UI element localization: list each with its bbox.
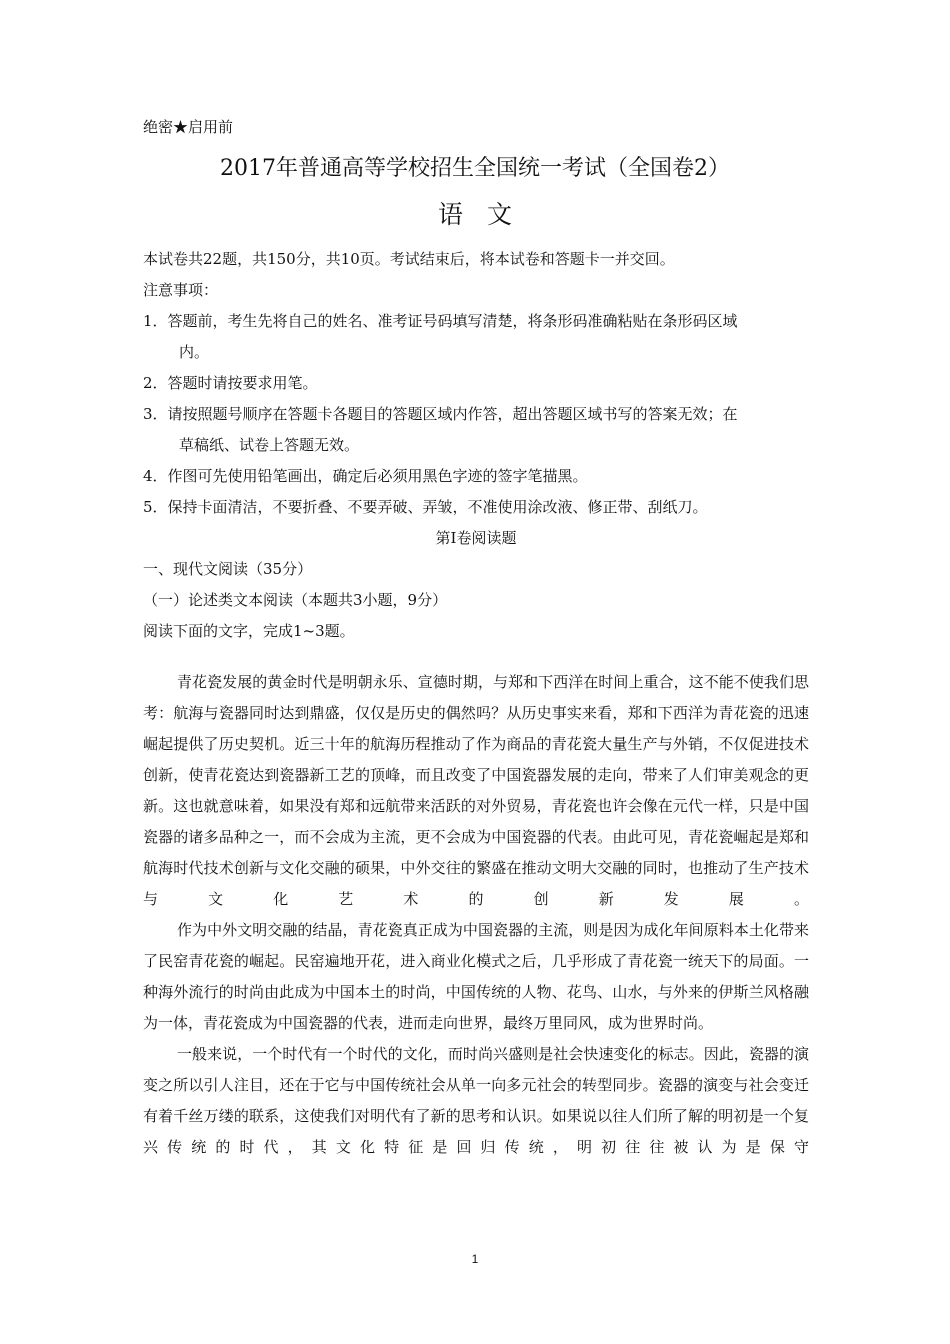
note-continuation: 内。 bbox=[179, 343, 210, 361]
subpart-heading: （一）论述类文本阅读（本题共3小题，9分） bbox=[143, 591, 448, 609]
note-text: 保持卡面清洁，不要折叠、不要弄破、弄皱，不准使用涂改液、修正带、刮纸刀。 bbox=[167, 498, 708, 516]
note-number: 2． bbox=[143, 374, 168, 392]
note-number: 4． bbox=[143, 467, 168, 485]
passage-paragraph: 青花瓷发展的黄金时代是明朝永乐、宣德时期，与郑和下西洋在时间上重合，这不能不使我们思考：航海与瓷器同时达到鼎盛，仅仅是历史的偶然吗？从历史事实来看，郑和下西洋为青花瓷的迅速崛起提供了历史契机。近三十年的航海历程推动了作为商品的青花瓷大量生产与外销，不仅促进技术创新，使青花瓷达到瓷器新工艺的顶峰，而且改变了中国瓷器发展的走向，带来了人们审美观念的更新。这也就意味着，如果没有郑和远航带来活跃的对外贸易，青花瓷也许会像在元代一样，只是中国瓷器的诸多品种之一，而不会成为主流，更不会成为中国瓷器的代表。由此可见，青花瓷崛起是郑和航海时代技术创新与文化交融的硕果，中外交往的繁盛在推动文明大交融的同时，也推动了生产技术与文化艺术的创新发展。 bbox=[143, 673, 809, 908]
exam-title: 2017年普通高等学校招生全国统一考试（全国卷2） bbox=[220, 156, 730, 181]
notes-heading: 注意事项： bbox=[143, 281, 219, 299]
note-item bbox=[143, 306, 809, 337]
note-item bbox=[143, 461, 809, 492]
passage-paragraph: 一般来说，一个时代有一个时代的文化，而时尚兴盛则是社会快速变化的标志。因此，瓷器的演变之所以引人注目，还在于它与中国传统社会从单一向多元社会的转型同步。瓷器的演变与社会变迁有着千丝万缕的联系，这使我们对明代有了新的思考和认识。如果说以往人们所了解的明初是一个复兴传统的时代，其文化特征是回归传统，明初往往被认为是保守 bbox=[143, 1045, 809, 1156]
note-item bbox=[143, 399, 809, 430]
note-number: 5． bbox=[143, 498, 168, 516]
note-text: 答题前，考生先将自己的姓名、准考证号码填写清楚，将条形码准确粘贴在条形码区域 bbox=[167, 312, 738, 330]
note-text: 作图可先使用铅笔画出，确定后必须用黑色字迹的签字笔描黑。 bbox=[167, 467, 588, 485]
reading-passage bbox=[143, 667, 809, 1163]
part-heading: 一、现代文阅读（35分） bbox=[143, 560, 313, 578]
reading-instruction: 阅读下面的文字，完成1~3题。 bbox=[143, 622, 355, 640]
page-number: 1 bbox=[471, 1252, 479, 1266]
note-number: 1． bbox=[143, 312, 168, 330]
note-number: 3． bbox=[143, 405, 168, 423]
subject-title: 语文 bbox=[437, 200, 536, 229]
note-text: 答题时请按要求用笔。 bbox=[167, 374, 318, 392]
note-text: 请按照题号顺序在答题卡各题目的答题区域内作答，超出答题区域书写的答案无效；在 bbox=[167, 405, 738, 423]
instructions-block bbox=[143, 244, 809, 647]
intro-text: 本试卷共22题，共150分，共10页。考试结束后，将本试卷和答题卡一并交回。 bbox=[143, 250, 675, 268]
note-continuation: 草稿纸、试卷上答题无效。 bbox=[179, 436, 360, 454]
passage-paragraph: 作为中外文明交融的结晶，青花瓷真正成为中国瓷器的主流，则是因为成化年间原料本土化带来了民窑青花瓷的崛起。民窑遍地开花，进入商业化模式之后，几乎形成了青花瓷一统天下的局面。一种海外流行的时尚由此成为中国本土的时尚，中国传统的人物、花鸟、山水，与外来的伊斯兰风格融为一体，青花瓷成为中国瓷器的代表，进而走向世界，最终万里同风，成为世界时尚。 bbox=[143, 921, 809, 1032]
confidential-mark: 绝密★启用前 bbox=[143, 118, 234, 136]
volume-title: 第Ⅰ卷阅读题 bbox=[435, 529, 517, 547]
note-item bbox=[143, 492, 809, 523]
note-item bbox=[143, 368, 809, 399]
